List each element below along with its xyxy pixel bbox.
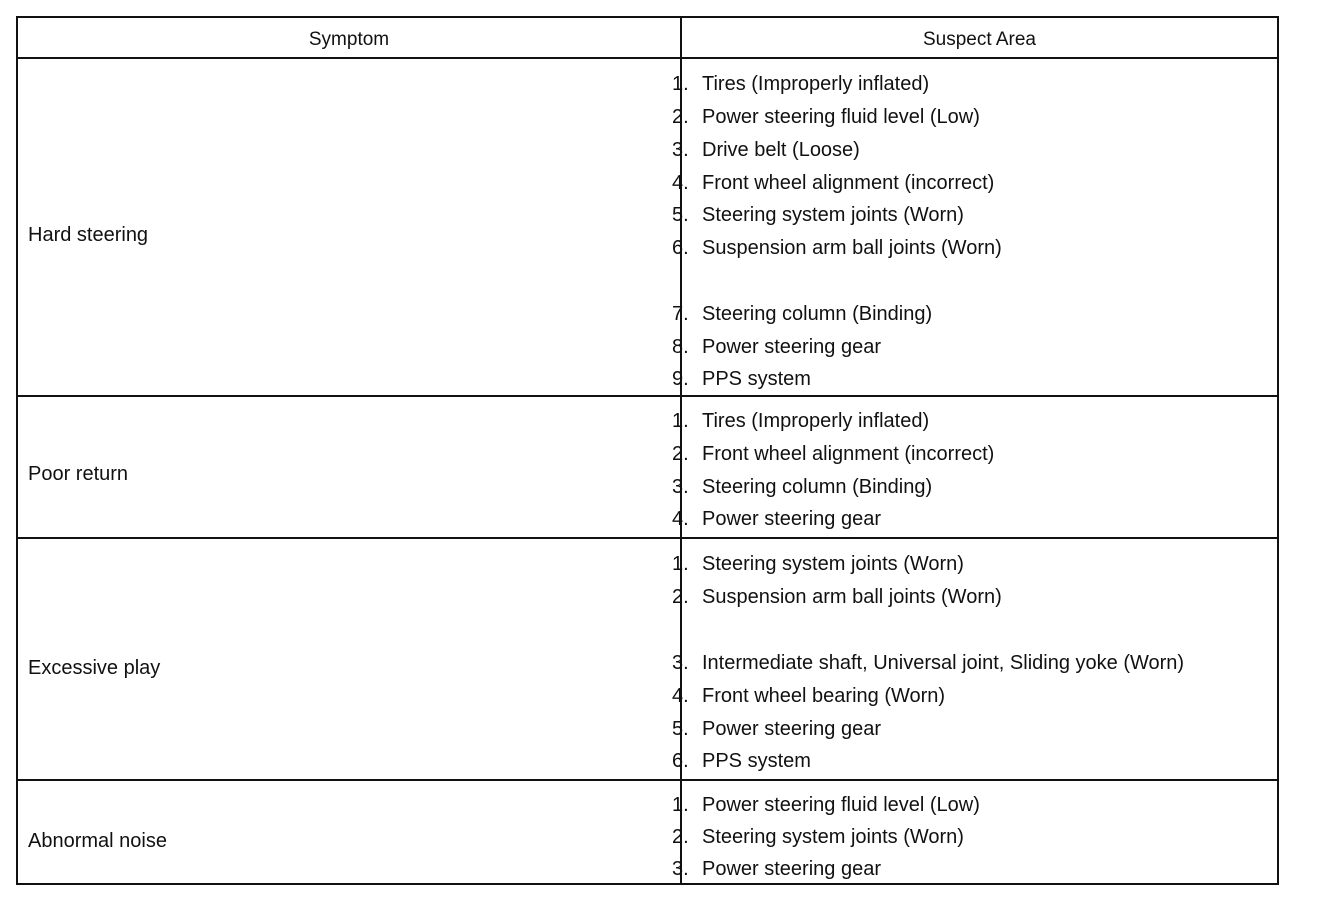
list-item: 8. Power steering gear [672, 336, 881, 358]
table-header [18, 18, 1277, 59]
list-item: 2. Steering system joints (Worn) [672, 826, 964, 848]
troubleshooting-table [16, 16, 1279, 885]
symptom-poor-return: Poor return [28, 463, 129, 485]
list-item: 3. Drive belt (Loose) [672, 139, 860, 161]
table-row [18, 781, 1277, 885]
symptom-hard-steering: Hard steering [28, 224, 149, 246]
list-item: 1. Tires (Improperly inflated) [672, 73, 930, 95]
list-item: 6. PPS system [672, 750, 811, 772]
symptom-abnormal-noise: Abnormal noise [28, 830, 167, 852]
list-item: 7. Steering column (Binding) [672, 303, 933, 325]
list-item: 6. Suspension arm ball joints (Worn) [672, 237, 1002, 259]
list-item: 2. Suspension arm ball joints (Worn) [672, 586, 1002, 608]
list-item: 2. Front wheel alignment (incorrect) [672, 443, 995, 465]
list-item: 9. PPS system [672, 368, 811, 390]
header-symptom: Symptom [308, 29, 390, 50]
table-row [18, 397, 1277, 539]
list-item: 5. Steering system joints (Worn) [672, 204, 964, 226]
list-item: 3. Power steering gear [672, 858, 881, 880]
list-item: 4. Power steering gear [672, 508, 881, 530]
list-item: 3. Intermediate shaft, Universal joint, Sliding yoke (Worn) [672, 652, 1185, 674]
list-item: 5. Power steering gear [672, 718, 881, 740]
list-item: 4. Front wheel bearing (Worn) [672, 685, 946, 707]
symptom-excessive-play: Excessive play [28, 657, 161, 679]
list-item: 1. Tires (Improperly inflated) [672, 410, 930, 432]
list-item: 2. Power steering fluid level (Low) [672, 106, 980, 128]
list-item: 4. Front wheel alignment (incorrect) [672, 172, 995, 194]
header-suspect-area: Suspect Area [922, 29, 1037, 50]
list-item: 1. Power steering fluid level (Low) [672, 794, 980, 816]
list-item: 3. Steering column (Binding) [672, 476, 933, 498]
table-row [18, 59, 1277, 397]
list-item: 1. Steering system joints (Worn) [672, 553, 964, 575]
